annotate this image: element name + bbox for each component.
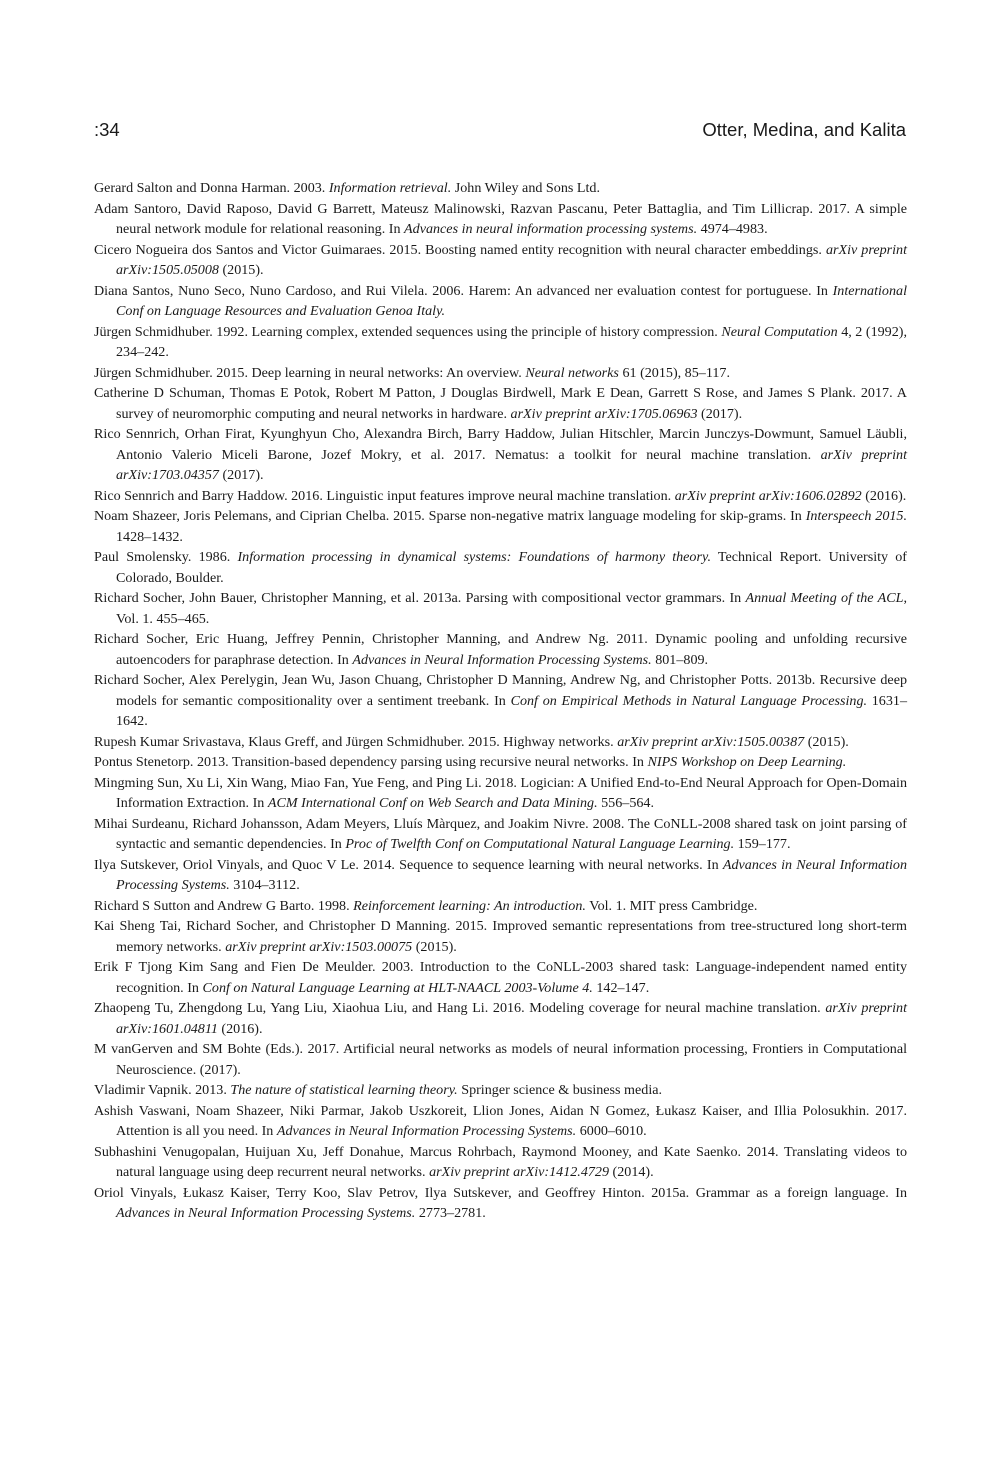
reference-venue: Conf on Empirical Methods in Natural Language Processing.	[510, 692, 868, 709]
reference-entry	[94, 424, 907, 486]
reference-text: Erik F Tjong Kim Sang and Fien De Meulder. 2003. Introduction to the CoNLL-2003 shared task: Language-independent named entity recognition. In	[94, 959, 907, 996]
reference-text: Catherine D Schuman, Thomas E Potok, Robert M Patton, J Douglas Birdwell, Mark E Dean, Garrett S Rose, and James S Plank. 2017. A survey of neuromorphic computing and neural networks in hardware.	[94, 385, 907, 422]
reference-entry	[94, 506, 907, 547]
reference-details: 6000–6010.	[576, 1123, 647, 1139]
reference-text: Ashish Vaswani, Noam Shazeer, Niki Parmar, Jakob Uszkoreit, Llion Jones, Aidan N Gomez, Łukasz Kaiser, and Illia Polosukhin. 2017. Attention is all you need. In	[94, 1102, 907, 1139]
reference-venue: International Conf on Language Resources and Evaluation Genoa Italy.	[116, 282, 907, 319]
reference-entry	[94, 199, 907, 240]
reference-venue: arXiv preprint arXiv:1703.04357	[116, 446, 907, 483]
reference-entry	[94, 629, 907, 670]
reference-venue: Interspeech 2015.	[805, 508, 907, 524]
reference-details: (2015).	[412, 938, 457, 955]
reference-venue: NIPS Workshop on Deep Learning.	[647, 754, 847, 770]
reference-details: Springer science & business media.	[457, 1082, 663, 1098]
reference-entry	[94, 916, 907, 957]
reference-venue: Reinforcement learning: An introduction.	[353, 897, 586, 914]
reference-venue: Advances in neural information processing systems.	[404, 221, 698, 237]
reference-text: Ilya Sutskever, Oriol Vinyals, and Quoc V Le. 2014. Sequence to sequence learning with neural networks. In	[94, 856, 723, 873]
reference-entry	[94, 1142, 907, 1183]
page-header	[94, 119, 906, 145]
reference-details: (2016).	[861, 487, 907, 504]
reference-details: 2773–2781.	[415, 1205, 486, 1221]
reference-text: M vanGerven and SM Bohte (Eds.). 2017. Artificial neural networks as models of neural information processing, Frontiers in Computational Neuroscience. (2017).	[94, 1041, 907, 1078]
reference-details: (2014).	[609, 1164, 654, 1180]
reference-venue: Neural networks	[525, 364, 619, 381]
page-number: :34	[94, 119, 120, 140]
reference-venue: arXiv preprint arXiv:1505.00387	[617, 733, 805, 750]
reference-text: Jürgen Schmidhuber. 2015. Deep learning in neural networks: An overview.	[94, 364, 526, 381]
reference-entry	[94, 281, 907, 322]
reference-text: Mihai Surdeanu, Richard Johansson, Adam Meyers, Lluís Màrquez, and Joakim Nivre. 2008. The CoNLL-2008 shared task on joint parsing of syntactic and semantic dependencies. In	[94, 815, 907, 852]
reference-entry	[94, 1080, 907, 1101]
reference-venue: Proc of Twelfth Conf on Computational Natural Language Learning.	[345, 836, 735, 852]
reference-venue: arXiv preprint arXiv:1412.4729	[429, 1164, 610, 1180]
reference-details: , Vol. 1. 455–465.	[116, 590, 907, 627]
reference-text: Adam Santoro, David Raposo, David G Barrett, Mateusz Malinowski, Razvan Pascanu, Peter Battaglia, and Tim Lillicrap. 2017. A simple neural network module for relational reasoning. In	[94, 200, 907, 237]
reference-text: Richard Socher, Alex Perelygin, Jean Wu, Jason Chuang, Christopher D Manning, Andrew Ng, and Christopher Potts. 2013b. Recursive deep models for semantic compositionality over a sentiment treebank. In	[94, 672, 907, 709]
reference-venue: Information processing in dynamical systems: Foundations of harmony theory.	[237, 549, 711, 565]
reference-venue: Advances in Neural Information Processing Systems.	[352, 651, 652, 668]
reference-entry	[94, 998, 907, 1039]
reference-entry	[94, 322, 907, 363]
reference-details: (2017).	[697, 405, 743, 422]
reference-venue: arXiv preprint arXiv:1503.00075	[225, 938, 413, 955]
reference-details: 4974–4983.	[697, 221, 768, 237]
reference-entry	[94, 1039, 907, 1080]
reference-details: (2015).	[804, 733, 849, 750]
reference-entry	[94, 547, 907, 588]
reference-details: 801–809.	[651, 651, 709, 668]
reference-list	[94, 178, 907, 1224]
reference-text: Diana Santos, Nuno Seco, Nuno Cardoso, and Rui Vilela. 2006. Harem: An advanced ner evaluation contest for portuguese. In	[94, 282, 833, 299]
reference-venue: Advances in Neural Information Processing Systems.	[116, 1205, 416, 1221]
reference-venue: arXiv preprint arXiv:1606.02892	[674, 487, 862, 504]
reference-venue: arXiv preprint arXiv:1705.06963	[510, 405, 698, 422]
reference-entry	[94, 1101, 907, 1142]
reference-details: 142–147.	[592, 979, 650, 996]
reference-details: 61 (2015), 85–117.	[618, 364, 730, 381]
reference-text: Pontus Stenetorp. 2013. Transition-based dependency parsing using recursive neural networks. In	[94, 754, 648, 770]
reference-text: Oriol Vinyals, Łukasz Kaiser, Terry Koo, Slav Petrov, Ilya Sutskever, and Geoffrey Hinton. 2015a. Grammar as a foreign language. In	[94, 1184, 907, 1201]
reference-text: Jürgen Schmidhuber. 1992. Learning complex, extended sequences using the principle of history compression.	[94, 323, 722, 340]
reference-entry	[94, 896, 907, 917]
reference-venue: Advances in Neural Information Processing Systems.	[116, 856, 907, 893]
reference-entry	[94, 855, 907, 896]
reference-text: Richard Socher, Eric Huang, Jeffrey Pennin, Christopher Manning, and Andrew Ng. 2011. Dynamic pooling and unfolding recursive autoencoders for paraphrase detection. In	[94, 631, 907, 668]
reference-details: John Wiley and Sons Ltd.	[451, 180, 600, 196]
running-title: Otter, Medina, and Kalita	[702, 119, 906, 140]
reference-entry	[94, 178, 907, 199]
reference-entry	[94, 363, 907, 384]
reference-details: Technical Report. University of Colorado, Boulder.	[116, 549, 907, 586]
reference-venue: Conf on Natural Language Learning at HLT-NAACL 2003-Volume 4.	[202, 979, 593, 996]
reference-venue: Advances in Neural Information Processing Systems.	[276, 1123, 577, 1139]
reference-details: 3104–3112.	[229, 877, 300, 893]
reference-text: Zhaopeng Tu, Zhengdong Lu, Yang Liu, Xiaohua Liu, and Hang Li. 2016. Modeling coverage for neural machine translation.	[94, 1000, 826, 1016]
reference-text: Richard S Sutton and Andrew G Barto. 1998.	[94, 897, 354, 914]
reference-venue: Information retrieval.	[328, 180, 452, 196]
reference-details: 1631–1642.	[116, 692, 907, 729]
reference-venue: arXiv preprint arXiv:1505.05008	[116, 241, 907, 278]
reference-text: Rico Sennrich and Barry Haddow. 2016. Linguistic input features improve neural machine translation.	[94, 487, 675, 504]
reference-entry	[94, 486, 907, 507]
reference-details: 556–564.	[597, 795, 654, 811]
reference-entry	[94, 588, 907, 629]
reference-text: Cicero Nogueira dos Santos and Victor Guimaraes. 2015. Boosting named entity recognition with neural character embeddings.	[94, 241, 826, 258]
reference-text: Mingming Sun, Xu Li, Xin Wang, Miao Fan, Yue Feng, and Ping Li. 2018. Logician: A Unified End-to-End Neural Approach for Open-Domain Information Extraction. In	[94, 774, 907, 811]
reference-details: 4, 2 (1992), 234–242.	[116, 323, 907, 360]
reference-entry	[94, 383, 907, 424]
reference-text: Rupesh Kumar Srivastava, Klaus Greff, and Jürgen Schmidhuber. 2015. Highway networks.	[94, 733, 618, 750]
reference-entry	[94, 957, 907, 998]
reference-venue: arXiv preprint arXiv:1601.04811	[116, 1000, 907, 1037]
reference-details: Vol. 1. MIT press Cambridge.	[585, 897, 758, 914]
reference-text: Paul Smolensky. 1986.	[94, 549, 238, 565]
reference-entry	[94, 1183, 907, 1224]
reference-entry	[94, 670, 907, 732]
reference-text: Subhashini Venugopalan, Huijuan Xu, Jeff Donahue, Marcus Rohrbach, Raymond Mooney, and Kate Saenko. 2014. Translating videos to natural language using deep recurrent neural networks.	[94, 1143, 907, 1180]
reference-details: (2015).	[218, 262, 264, 278]
reference-venue: Annual Meeting of the ACL	[745, 590, 904, 606]
reference-details: 159–177.	[734, 836, 791, 852]
reference-text: Vladimir Vapnik. 2013.	[94, 1082, 231, 1098]
reference-details: (2016).	[217, 1020, 263, 1037]
reference-venue: Neural Computation	[721, 323, 838, 340]
reference-entry	[94, 732, 907, 753]
reference-venue: The nature of statistical learning theory.	[230, 1082, 458, 1098]
reference-details: 1428–1432.	[116, 528, 183, 545]
reference-text: Kai Sheng Tai, Richard Socher, and Christopher D Manning. 2015. Improved semantic representations from tree-structured long short-term memory networks.	[94, 918, 907, 955]
reference-entry	[94, 752, 907, 773]
reference-text: Gerard Salton and Donna Harman. 2003.	[94, 180, 329, 196]
reference-text: Noam Shazeer, Joris Pelemans, and Ciprian Chelba. 2015. Sparse non-negative matrix language modeling for skip-grams. In	[94, 508, 806, 524]
reference-entry	[94, 773, 907, 814]
reference-entry	[94, 240, 907, 281]
reference-entry	[94, 814, 907, 855]
reference-text: Rico Sennrich, Orhan Firat, Kyunghyun Cho, Alexandra Birch, Barry Haddow, Julian Hitschler, Marcin Junczys-Dowmunt, Samuel Läubli, Antonio Valerio Miceli Barone, Jozef Mokry, et al. 2017. Nematus: a toolkit for neural machine translation.	[94, 426, 907, 463]
reference-details: (2017).	[218, 467, 264, 483]
reference-venue: ACM International Conf on Web Search and Data Mining.	[267, 795, 598, 811]
reference-text: Richard Socher, John Bauer, Christopher Manning, et al. 2013a. Parsing with compositional vector grammars. In	[94, 590, 746, 606]
